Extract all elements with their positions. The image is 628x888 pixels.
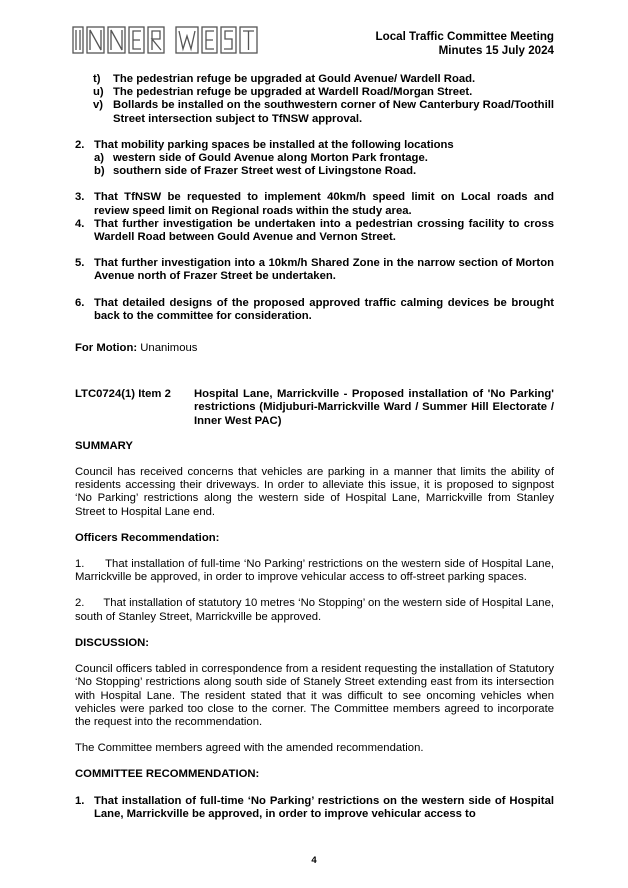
discussion-text-2: The Committee members agreed with the amended recommendation. [75, 742, 424, 755]
item-5: 5. That further investigation into a 10km/h Shared Zone in the narrow section of Morton Avenue north of Frazer Street be undertaken. [75, 257, 554, 283]
committee-heading: COMMITTEE RECOMMENDATION: [75, 768, 260, 781]
item-6: 6. That detailed designs of the proposed approved traffic calming devices be brought back to the committee for consideration. [75, 296, 554, 322]
summary-text: Council has received concerns that vehicles are parking in a manner that limits the ability of residents accessing their driveways. In order to alleviate this issue, it is proposed to signpost ‘No Parking’ restrictions along the western side of Hospital Lane, Marrickville from Stanley Street to Hospital Lane end. [75, 466, 554, 518]
sub-item-u: u) The pedestrian refuge be upgraded at Wardell Road/Morgan Street. [93, 86, 473, 99]
meeting-date: Minutes 15 July 2024 [438, 44, 554, 57]
item-3: 3. That TfNSW be requested to implement 40km/h speed limit on Local roads and review speed limit on Regional roads within the study area. [75, 191, 554, 217]
motion-line: For Motion: Unanimous [75, 342, 198, 355]
item-4: 4. That further investigation be undertaken into a pedestrian crossing facility to cross Wardell Road between Gould Avenue and Vernon Street. [75, 217, 554, 244]
item-2-sub-a: a) western side of Gould Avenue along Morton Park frontage. [94, 152, 428, 165]
meeting-info [376, 30, 554, 58]
agenda-item-code: LTC0724(1) Item 2 [75, 388, 171, 401]
discussion-text: Council officers tabled in correspondence from a resident requesting the installation of Statutory ‘No Stopping’ restrictions along south side of Stanely Street extending east from its intersection with Hospital Lane. The resident stated that it was difficult to see oncoming vehicles when vehicles were parked too close to the corner. The Committee members agreed to incorporate the request into the recommendation. [75, 663, 554, 728]
page-number: 4 [311, 855, 317, 866]
item-2-sub-b: b) southern side of Frazer Street west of Livingstone Road. [94, 165, 417, 178]
document-body [75, 73, 554, 821]
meeting-title: Local Traffic Committee Meeting [375, 30, 554, 43]
sub-item-v: v) Bollards be installed on the southwestern corner of New Canterbury Road/Toothill Street intersection subject to TfNSW approval. [93, 99, 554, 125]
agenda-item-heading [75, 388, 554, 428]
officers-item-2: 2. That installation of statutory 10 metres ‘No Stopping’ on the western side of Hospital Lane, south of Stanley Street, Marrickville be approved. [75, 597, 554, 623]
sub-item-t: t) The pedestrian refuge be upgraded at Gould Avenue/ Wardell Road. [93, 73, 476, 85]
page-header [0, 0, 628, 70]
inner-west-logo [72, 24, 272, 56]
officers-item-1: 1. That installation of full-time ‘No Parking’ restrictions on the western side of Hospital Lane, Marrickville be approved, in order to improve vehicular access to off-street parking spaces. [75, 558, 554, 584]
officers-heading: Officers Recommendation: [75, 531, 220, 544]
summary-heading: SUMMARY [75, 439, 133, 452]
discussion-heading: DISCUSSION: [75, 636, 150, 649]
item-2: 2. That mobility parking spaces be installed at the following locations a) western side of Gould Avenue along Morton Park frontage. b) southern side of Frazer Street west of Livingstone Road. [75, 139, 554, 179]
sub-item-list [75, 73, 554, 126]
committee-item-1: 1. That installation of full-time ‘No Parking’ restrictions on the western side of Hospital Lane, Marrickville be approved, in order to improve vehicular access to [75, 794, 554, 820]
agenda-item-title: Hospital Lane, Marrickville - Proposed installation of 'No Parking' restrictions (Midjuburi-Marrickville Ward / Summer Hill Electorate / Inner West PAC) [194, 388, 554, 427]
